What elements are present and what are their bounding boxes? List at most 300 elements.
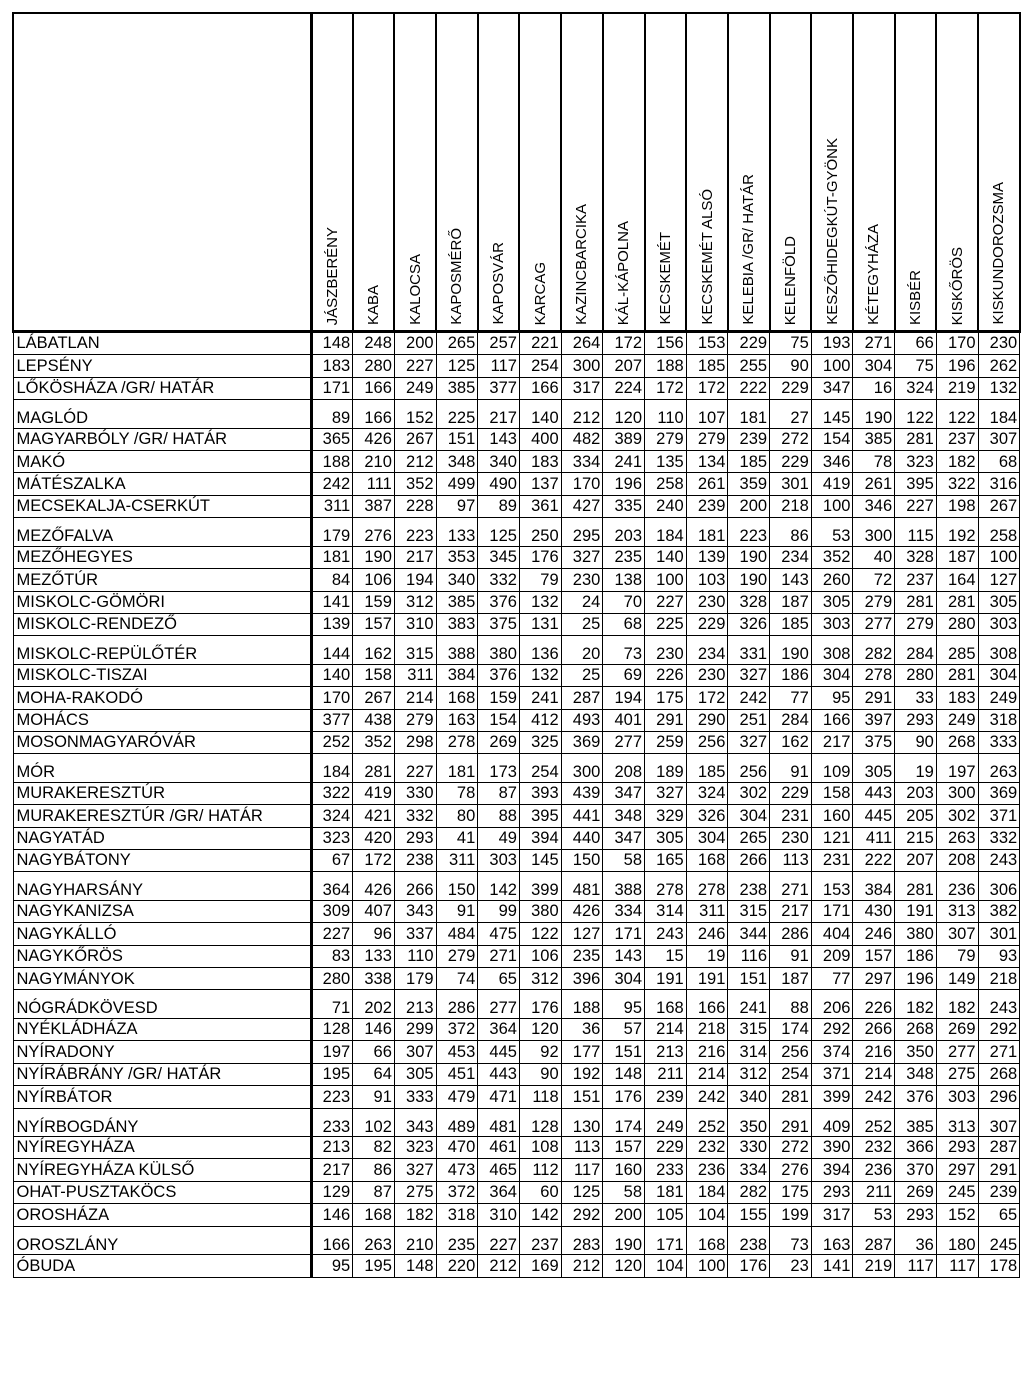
distance-cell: 280 <box>895 664 937 686</box>
distance-cell: 323 <box>311 827 353 849</box>
distance-cell: 131 <box>519 613 561 635</box>
distance-cell: 271 <box>478 945 520 967</box>
distance-cell: 183 <box>936 687 978 709</box>
distance-cell: 222 <box>728 377 770 399</box>
table-row <box>13 400 1020 429</box>
distance-cell: 318 <box>978 709 1020 731</box>
distance-cell: 142 <box>478 872 520 901</box>
distance-cell: 25 <box>561 613 603 635</box>
distance-cell: 359 <box>728 473 770 495</box>
distance-cell: 79 <box>936 945 978 967</box>
station-name-cell: MOHA-RAKODÓ <box>13 687 311 709</box>
distance-cell: 332 <box>394 805 436 827</box>
distance-cell: 280 <box>311 968 353 990</box>
distance-cell: 159 <box>478 687 520 709</box>
distance-cell: 140 <box>645 546 687 568</box>
distance-cell: 198 <box>936 495 978 517</box>
distance-cell: 176 <box>728 1255 770 1277</box>
distance-cell: 115 <box>895 518 937 547</box>
distance-cell: 196 <box>603 473 645 495</box>
distance-cell: 263 <box>936 827 978 849</box>
distance-cell: 87 <box>353 1181 395 1203</box>
distance-cell: 300 <box>853 518 895 547</box>
distance-cell: 470 <box>436 1137 478 1159</box>
distance-cell: 305 <box>394 1063 436 1085</box>
distance-cell: 182 <box>394 1204 436 1226</box>
distance-cell: 159 <box>353 591 395 613</box>
distance-cell: 340 <box>478 451 520 473</box>
distance-cell: 420 <box>353 827 395 849</box>
distance-cell: 66 <box>353 1041 395 1063</box>
distance-cell: 227 <box>478 1226 520 1255</box>
distance-cell: 419 <box>353 782 395 804</box>
table-row <box>13 687 1020 709</box>
distance-cell: 92 <box>519 1041 561 1063</box>
distance-cell: 189 <box>645 754 687 783</box>
distance-cell: 195 <box>311 1063 353 1085</box>
distance-cell: 315 <box>728 1018 770 1040</box>
distance-cell: 100 <box>811 355 853 377</box>
distance-cell: 216 <box>686 1041 728 1063</box>
distance-cell: 254 <box>519 754 561 783</box>
distance-cell: 100 <box>811 495 853 517</box>
distance-cell: 262 <box>978 355 1020 377</box>
distance-cell: 265 <box>728 827 770 849</box>
table-row <box>13 990 1020 1019</box>
distance-cell: 384 <box>853 872 895 901</box>
distance-cell: 66 <box>895 332 937 355</box>
distance-cell: 27 <box>770 400 812 429</box>
distance-cell: 174 <box>770 1018 812 1040</box>
distance-cell: 281 <box>895 591 937 613</box>
distance-cell: 311 <box>686 900 728 922</box>
distance-cell: 227 <box>394 754 436 783</box>
station-name-cell: NYÉKLÁDHÁZA <box>13 1018 311 1040</box>
distance-cell: 142 <box>519 1204 561 1226</box>
distance-cell: 183 <box>519 451 561 473</box>
station-name-cell: MECSEKALJA-CSERKÚT <box>13 495 311 517</box>
distance-cell: 227 <box>394 355 436 377</box>
distance-cell: 375 <box>478 613 520 635</box>
column-header-label: KARCAG <box>531 261 549 325</box>
distance-cell: 179 <box>311 518 353 547</box>
distance-cell: 16 <box>853 377 895 399</box>
distance-cell: 36 <box>561 1018 603 1040</box>
distance-cell: 184 <box>686 1181 728 1203</box>
column-header-label: KÁL-KÁPOLNA <box>615 220 633 325</box>
distance-cell: 218 <box>770 495 812 517</box>
table-row <box>13 591 1020 613</box>
distance-cell: 91 <box>770 754 812 783</box>
distance-cell: 190 <box>728 569 770 591</box>
distance-cell: 88 <box>478 805 520 827</box>
distance-cell: 309 <box>311 900 353 922</box>
station-name-cell: MISKOLC-REPÜLŐTÉR <box>13 636 311 665</box>
column-header-label: KAPOSVÁR <box>490 242 508 325</box>
table-row <box>13 664 1020 686</box>
column-header-label: KECSKEMÉT ALSÓ <box>698 189 716 325</box>
distance-cell: 324 <box>686 782 728 804</box>
distance-cell: 188 <box>561 990 603 1019</box>
distance-cell: 254 <box>519 355 561 377</box>
distance-cell: 213 <box>645 1041 687 1063</box>
distance-cell: 287 <box>853 1226 895 1255</box>
distance-cell: 172 <box>686 377 728 399</box>
distance-cell: 334 <box>603 900 645 922</box>
distance-cell: 224 <box>603 377 645 399</box>
distance-cell: 210 <box>394 1226 436 1255</box>
distance-cell: 293 <box>936 1137 978 1159</box>
distance-cell: 171 <box>645 1226 687 1255</box>
distance-cell: 218 <box>686 1018 728 1040</box>
distance-cell: 269 <box>478 731 520 753</box>
distance-cell: 207 <box>895 850 937 872</box>
distance-cell: 239 <box>728 428 770 450</box>
table-row <box>13 332 1020 355</box>
distance-cell: 316 <box>978 473 1020 495</box>
distance-cell: 330 <box>394 782 436 804</box>
distance-cell: 129 <box>311 1181 353 1203</box>
distance-cell: 258 <box>645 473 687 495</box>
distance-cell: 89 <box>478 495 520 517</box>
distance-cell: 445 <box>478 1041 520 1063</box>
distance-cell: 313 <box>936 900 978 922</box>
table-row <box>13 968 1020 990</box>
distance-cell: 347 <box>603 782 645 804</box>
distance-cell: 293 <box>811 1181 853 1203</box>
distance-cell: 130 <box>561 1108 603 1137</box>
distance-cell: 67 <box>311 850 353 872</box>
distance-cell: 160 <box>603 1159 645 1181</box>
distance-cell: 265 <box>436 332 478 355</box>
table-row <box>13 731 1020 753</box>
distance-cell: 181 <box>645 1181 687 1203</box>
header-corner-cell <box>13 13 311 332</box>
distance-cell: 281 <box>353 754 395 783</box>
table-header <box>13 13 1020 332</box>
distance-cell: 143 <box>603 945 645 967</box>
distance-cell: 168 <box>686 1226 728 1255</box>
distance-cell: 430 <box>853 900 895 922</box>
distance-cell: 185 <box>728 451 770 473</box>
distance-cell: 443 <box>853 782 895 804</box>
distance-cell: 209 <box>811 945 853 967</box>
distance-cell: 282 <box>728 1181 770 1203</box>
station-name-cell: NYÍRADONY <box>13 1041 311 1063</box>
distance-cell: 389 <box>603 428 645 450</box>
distance-cell: 291 <box>645 709 687 731</box>
distance-cell: 314 <box>645 900 687 922</box>
distance-cell: 250 <box>519 518 561 547</box>
distance-cell: 141 <box>311 591 353 613</box>
distance-cell: 107 <box>686 400 728 429</box>
distance-cell: 304 <box>603 968 645 990</box>
distance-cell: 73 <box>770 1226 812 1255</box>
distance-cell: 283 <box>561 1226 603 1255</box>
distance-cell: 77 <box>770 687 812 709</box>
distance-cell: 305 <box>811 591 853 613</box>
distance-cell: 152 <box>394 400 436 429</box>
distance-cell: 344 <box>728 923 770 945</box>
distance-cell: 246 <box>686 923 728 945</box>
distance-cell: 269 <box>936 1018 978 1040</box>
distance-cell: 286 <box>436 990 478 1019</box>
distance-cell: 20 <box>561 636 603 665</box>
distance-cell: 499 <box>436 473 478 495</box>
distance-cell: 145 <box>811 400 853 429</box>
distance-cell: 91 <box>770 945 812 967</box>
distance-cell: 233 <box>311 1108 353 1137</box>
distance-cell: 327 <box>561 546 603 568</box>
distance-cell: 214 <box>686 1063 728 1085</box>
distance-cell: 95 <box>811 687 853 709</box>
distance-cell: 225 <box>436 400 478 429</box>
distance-cell: 293 <box>394 827 436 849</box>
distance-cell: 234 <box>770 546 812 568</box>
distance-cell: 438 <box>353 709 395 731</box>
distance-cell: 163 <box>436 709 478 731</box>
distance-cell: 172 <box>686 687 728 709</box>
distance-cell: 200 <box>728 495 770 517</box>
distance-cell: 190 <box>603 1226 645 1255</box>
distance-cell: 175 <box>770 1181 812 1203</box>
distance-cell: 172 <box>603 332 645 355</box>
distance-cell: 150 <box>436 872 478 901</box>
distance-cell: 293 <box>895 1204 937 1226</box>
distance-cell: 346 <box>853 495 895 517</box>
distance-cell: 217 <box>770 900 812 922</box>
distance-cell: 120 <box>603 1255 645 1277</box>
distance-cell: 158 <box>353 664 395 686</box>
table-row <box>13 451 1020 473</box>
distance-cell: 335 <box>603 495 645 517</box>
column-header <box>603 13 645 332</box>
distance-cell: 112 <box>519 1159 561 1181</box>
distance-cell: 377 <box>311 709 353 731</box>
distance-cell: 232 <box>853 1137 895 1159</box>
distance-cell: 214 <box>394 687 436 709</box>
column-header <box>311 13 353 332</box>
distance-cell: 267 <box>978 495 1020 517</box>
distance-cell: 23 <box>770 1255 812 1277</box>
distance-cell: 120 <box>603 400 645 429</box>
distance-cell: 249 <box>978 687 1020 709</box>
station-name-cell: NAGYKÁLLÓ <box>13 923 311 945</box>
distance-cell: 79 <box>519 569 561 591</box>
distance-cell: 111 <box>353 473 395 495</box>
distance-cell: 331 <box>728 636 770 665</box>
distance-cell: 192 <box>936 518 978 547</box>
distance-cell: 281 <box>895 428 937 450</box>
distance-cell: 154 <box>811 428 853 450</box>
distance-cell: 74 <box>436 968 478 990</box>
distance-cell: 223 <box>311 1086 353 1108</box>
distance-cell: 243 <box>978 990 1020 1019</box>
column-header <box>561 13 603 332</box>
distance-cell: 138 <box>603 569 645 591</box>
distance-cell: 230 <box>561 569 603 591</box>
station-name-cell: NAGYBÁTONY <box>13 850 311 872</box>
station-name-cell: MÓR <box>13 754 311 783</box>
distance-cell: 482 <box>561 428 603 450</box>
distance-cell: 229 <box>770 377 812 399</box>
distance-cell: 205 <box>895 805 937 827</box>
distance-cell: 178 <box>978 1255 1020 1277</box>
distance-cell: 104 <box>645 1255 687 1277</box>
distance-cell: 246 <box>853 923 895 945</box>
distance-cell: 211 <box>853 1181 895 1203</box>
distance-cell: 113 <box>561 1137 603 1159</box>
table-row <box>13 1063 1020 1085</box>
distance-cell: 193 <box>811 332 853 355</box>
distance-cell: 191 <box>895 900 937 922</box>
distance-cell: 227 <box>645 591 687 613</box>
distance-cell: 353 <box>436 546 478 568</box>
table-body <box>13 332 1020 1278</box>
distance-cell: 304 <box>728 805 770 827</box>
distance-cell: 312 <box>519 968 561 990</box>
distance-cell: 236 <box>936 872 978 901</box>
distance-cell: 144 <box>311 636 353 665</box>
station-name-cell: MOHÁCS <box>13 709 311 731</box>
distance-cell: 127 <box>978 569 1020 591</box>
station-name-cell: NAGYMÁNYOK <box>13 968 311 990</box>
distance-cell: 307 <box>936 923 978 945</box>
distance-cell: 203 <box>895 782 937 804</box>
distance-cell: 493 <box>561 709 603 731</box>
distance-cell: 232 <box>686 1137 728 1159</box>
station-name-cell: NYÍREGYHÁZA <box>13 1137 311 1159</box>
distance-cell: 88 <box>770 990 812 1019</box>
distance-cell: 106 <box>353 569 395 591</box>
distance-cell: 222 <box>853 850 895 872</box>
distance-cell: 90 <box>895 731 937 753</box>
distance-cell: 117 <box>895 1255 937 1277</box>
distance-cell: 426 <box>353 872 395 901</box>
distance-cell: 292 <box>561 1204 603 1226</box>
distance-cell: 333 <box>978 731 1020 753</box>
distance-cell: 465 <box>478 1159 520 1181</box>
distance-cell: 301 <box>978 923 1020 945</box>
table-row <box>13 782 1020 804</box>
distance-cell: 400 <box>519 428 561 450</box>
distance-cell: 175 <box>645 687 687 709</box>
distance-cell: 116 <box>728 945 770 967</box>
header-row <box>13 13 1020 332</box>
distance-cell: 266 <box>853 1018 895 1040</box>
station-name-cell: MISKOLC-GÖMÖRI <box>13 591 311 613</box>
station-name-cell: OROSHÁZA <box>13 1204 311 1226</box>
distance-cell: 267 <box>394 428 436 450</box>
distance-cell: 172 <box>645 377 687 399</box>
distance-cell: 179 <box>394 968 436 990</box>
distance-cell: 245 <box>978 1226 1020 1255</box>
distance-cell: 110 <box>645 400 687 429</box>
table-row <box>13 945 1020 967</box>
distance-cell: 122 <box>519 923 561 945</box>
distance-cell: 315 <box>728 900 770 922</box>
distance-cell: 282 <box>853 636 895 665</box>
distance-cell: 332 <box>478 569 520 591</box>
distance-cell: 182 <box>936 990 978 1019</box>
distance-cell: 241 <box>728 990 770 1019</box>
distance-cell: 170 <box>936 332 978 355</box>
distance-cell: 58 <box>603 1181 645 1203</box>
distance-cell: 151 <box>561 1086 603 1108</box>
distance-cell: 291 <box>770 1108 812 1137</box>
distance-cell: 249 <box>645 1108 687 1137</box>
distance-cell: 183 <box>311 355 353 377</box>
distance-cell: 133 <box>436 518 478 547</box>
distance-cell: 140 <box>311 664 353 686</box>
distance-cell: 388 <box>603 872 645 901</box>
distance-cell: 346 <box>811 451 853 473</box>
station-name-cell: MISKOLC-TISZAI <box>13 664 311 686</box>
distance-cell: 352 <box>811 546 853 568</box>
distance-cell: 211 <box>645 1063 687 1085</box>
distance-cell: 297 <box>853 968 895 990</box>
distance-cell: 200 <box>394 332 436 355</box>
distance-cell: 279 <box>686 428 728 450</box>
distance-cell: 252 <box>853 1108 895 1137</box>
distance-cell: 275 <box>394 1181 436 1203</box>
table-row <box>13 754 1020 783</box>
distance-cell: 380 <box>519 900 561 922</box>
distance-cell: 479 <box>436 1086 478 1108</box>
distance-cell: 237 <box>895 569 937 591</box>
distance-cell: 315 <box>394 636 436 665</box>
distance-cell: 172 <box>353 850 395 872</box>
distance-cell: 278 <box>645 872 687 901</box>
distance-cell: 118 <box>519 1086 561 1108</box>
table-row <box>13 1108 1020 1137</box>
distance-cell: 162 <box>770 731 812 753</box>
distance-cell: 235 <box>561 945 603 967</box>
distance-cell: 227 <box>895 495 937 517</box>
station-name-cell: NÓGRÁDKÖVESD <box>13 990 311 1019</box>
distance-cell: 365 <box>311 428 353 450</box>
distance-cell: 473 <box>436 1159 478 1181</box>
distance-cell: 311 <box>311 495 353 517</box>
distance-cell: 171 <box>603 923 645 945</box>
distance-cell: 348 <box>895 1063 937 1085</box>
distance-cell: 121 <box>811 827 853 849</box>
distance-cell: 340 <box>436 569 478 591</box>
distance-cell: 15 <box>645 945 687 967</box>
distance-cell: 169 <box>519 1255 561 1277</box>
distance-cell: 310 <box>394 613 436 635</box>
distance-cell: 185 <box>686 355 728 377</box>
table-row <box>13 495 1020 517</box>
distance-cell: 73 <box>603 636 645 665</box>
distance-cell: 199 <box>770 1204 812 1226</box>
distance-cell: 83 <box>311 945 353 967</box>
distance-cell: 91 <box>353 1086 395 1108</box>
distance-cell: 332 <box>978 827 1020 849</box>
distance-cell: 287 <box>978 1137 1020 1159</box>
distance-cell: 348 <box>603 805 645 827</box>
distance-cell: 295 <box>561 518 603 547</box>
distance-cell: 148 <box>603 1063 645 1085</box>
distance-cell: 296 <box>978 1086 1020 1108</box>
distance-cell: 328 <box>895 546 937 568</box>
table-row <box>13 805 1020 827</box>
distance-cell: 146 <box>311 1204 353 1226</box>
distance-cell: 180 <box>936 1226 978 1255</box>
distance-cell: 223 <box>394 518 436 547</box>
distance-cell: 184 <box>645 518 687 547</box>
distance-cell: 140 <box>519 400 561 429</box>
